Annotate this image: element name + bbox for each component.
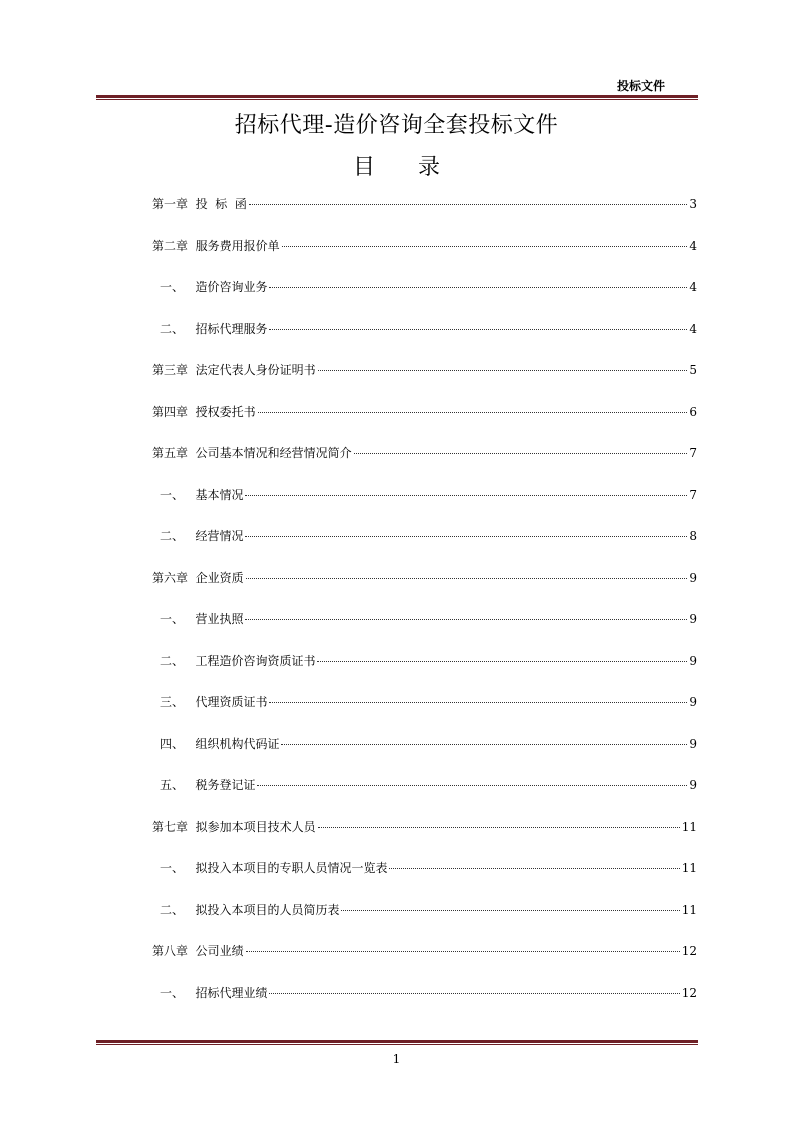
toc-leader-dots bbox=[354, 452, 688, 454]
toc-entry-page: 12 bbox=[681, 944, 697, 958]
toc-entry[interactable] bbox=[152, 194, 697, 236]
document-title: 招标代理-造价咨询全套投标文件 bbox=[234, 113, 559, 138]
toc-entry-page: 4 bbox=[689, 238, 697, 253]
toc-leader-dots bbox=[245, 494, 687, 496]
toc-entry-page: 6 bbox=[689, 404, 697, 419]
toc-entry[interactable] bbox=[152, 485, 697, 527]
toc-leader-dots bbox=[249, 203, 687, 205]
toc-entry-label: 第六章 企业资质 bbox=[152, 570, 244, 585]
toc-entry[interactable] bbox=[152, 817, 697, 859]
toc-entry-label: 一、 造价咨询业务 bbox=[160, 280, 268, 294]
toc-entry[interactable] bbox=[152, 900, 697, 942]
toc-entry-label: 第四章 授权委托书 bbox=[152, 404, 256, 419]
toc-entry-label: 一、 营业执照 bbox=[160, 612, 244, 626]
toc-entry[interactable] bbox=[152, 236, 697, 278]
toc-leader-dots bbox=[269, 286, 687, 288]
toc-entry-label: 一、 拟投入本项目的专职人员情况一览表 bbox=[160, 861, 388, 875]
toc-leader-dots bbox=[246, 577, 688, 579]
toc-heading: 目 录 bbox=[353, 155, 440, 180]
toc-leader-dots bbox=[317, 660, 687, 662]
toc-entry-page: 11 bbox=[681, 819, 697, 834]
toc-entry-page: 11 bbox=[681, 861, 697, 875]
toc-entry-page: 7 bbox=[689, 446, 697, 460]
toc-entry-label: 五、 税务登记证 bbox=[160, 778, 256, 792]
toc-leader-dots bbox=[245, 618, 687, 620]
page-number: 1 bbox=[392, 1052, 401, 1066]
toc-leader-dots bbox=[245, 535, 687, 537]
toc-leader-dots bbox=[282, 245, 688, 247]
toc-leader-dots bbox=[269, 701, 687, 703]
toc-entry[interactable] bbox=[152, 734, 697, 776]
toc-entry[interactable] bbox=[152, 526, 697, 568]
toc-entry-label: 第一章 投 标 函 bbox=[152, 197, 247, 211]
toc-entry[interactable] bbox=[152, 775, 697, 817]
toc-entry-label: 二、 工程造价咨询资质证书 bbox=[160, 653, 316, 668]
toc-entry-label: 二、 招标代理服务 bbox=[160, 321, 268, 336]
toc-entry-label: 第二章 服务费用报价单 bbox=[152, 238, 280, 253]
toc-leader-dots bbox=[257, 784, 687, 786]
toc-entry-label: 第五章 公司基本情况和经营情况简介 bbox=[152, 446, 352, 460]
toc-entry-label: 四、 组织机构代码证 bbox=[160, 736, 280, 751]
toc-leader-dots bbox=[389, 867, 679, 869]
toc-entry[interactable] bbox=[152, 651, 697, 693]
table-of-contents bbox=[152, 194, 697, 1024]
toc-entry-label: 第三章 法定代表人身份证明书 bbox=[152, 363, 316, 377]
toc-leader-dots bbox=[246, 950, 680, 952]
toc-entry-page: 3 bbox=[689, 197, 697, 211]
toc-entry[interactable] bbox=[152, 983, 697, 1025]
toc-entry-page: 9 bbox=[689, 695, 697, 709]
toc-entry-label: 第八章 公司业绩 bbox=[152, 944, 244, 958]
toc-leader-dots bbox=[318, 826, 680, 828]
toc-leader-dots bbox=[281, 743, 687, 745]
toc-entry-page: 12 bbox=[681, 985, 697, 1000]
toc-entry-page: 8 bbox=[689, 529, 697, 543]
toc-entry[interactable] bbox=[152, 402, 697, 444]
header-rule bbox=[96, 95, 698, 100]
toc-entry-page: 9 bbox=[689, 736, 697, 751]
toc-entry[interactable] bbox=[152, 277, 697, 319]
toc-entry-page: 7 bbox=[689, 487, 697, 502]
toc-entry-page: 9 bbox=[689, 778, 697, 792]
toc-entry[interactable] bbox=[152, 319, 697, 361]
toc-entry-label: 一、 招标代理业绩 bbox=[160, 985, 268, 1000]
toc-leader-dots bbox=[318, 369, 688, 371]
toc-leader-dots bbox=[269, 992, 679, 994]
toc-entry[interactable] bbox=[152, 568, 697, 610]
toc-entry[interactable] bbox=[152, 609, 697, 651]
toc-leader-dots bbox=[341, 909, 679, 911]
toc-leader-dots bbox=[258, 411, 688, 413]
toc-entry-label: 第七章 拟参加本项目技术人员 bbox=[152, 819, 316, 834]
toc-entry-label: 二、 拟投入本项目的人员简历表 bbox=[160, 902, 340, 917]
toc-entry-label: 一、 基本情况 bbox=[160, 487, 244, 502]
toc-entry-page: 4 bbox=[689, 321, 697, 336]
toc-entry-page: 9 bbox=[689, 570, 697, 585]
toc-entry-label: 三、 代理资质证书 bbox=[160, 695, 268, 709]
toc-entry[interactable] bbox=[152, 692, 697, 734]
toc-entry[interactable] bbox=[152, 360, 697, 402]
toc-entry-page: 9 bbox=[689, 653, 697, 668]
header-label: 投标文件 bbox=[616, 79, 665, 93]
toc-entry[interactable] bbox=[152, 858, 697, 900]
toc-entry[interactable] bbox=[152, 443, 697, 485]
toc-entry-label: 二、 经营情况 bbox=[160, 529, 244, 543]
toc-leader-dots bbox=[269, 328, 687, 330]
toc-entry[interactable] bbox=[152, 941, 697, 983]
footer-rule bbox=[96, 1040, 698, 1045]
toc-entry-page: 5 bbox=[689, 363, 697, 377]
toc-entry-page: 4 bbox=[689, 280, 697, 294]
toc-entry-page: 9 bbox=[689, 612, 697, 626]
toc-entry-page: 11 bbox=[681, 902, 697, 917]
